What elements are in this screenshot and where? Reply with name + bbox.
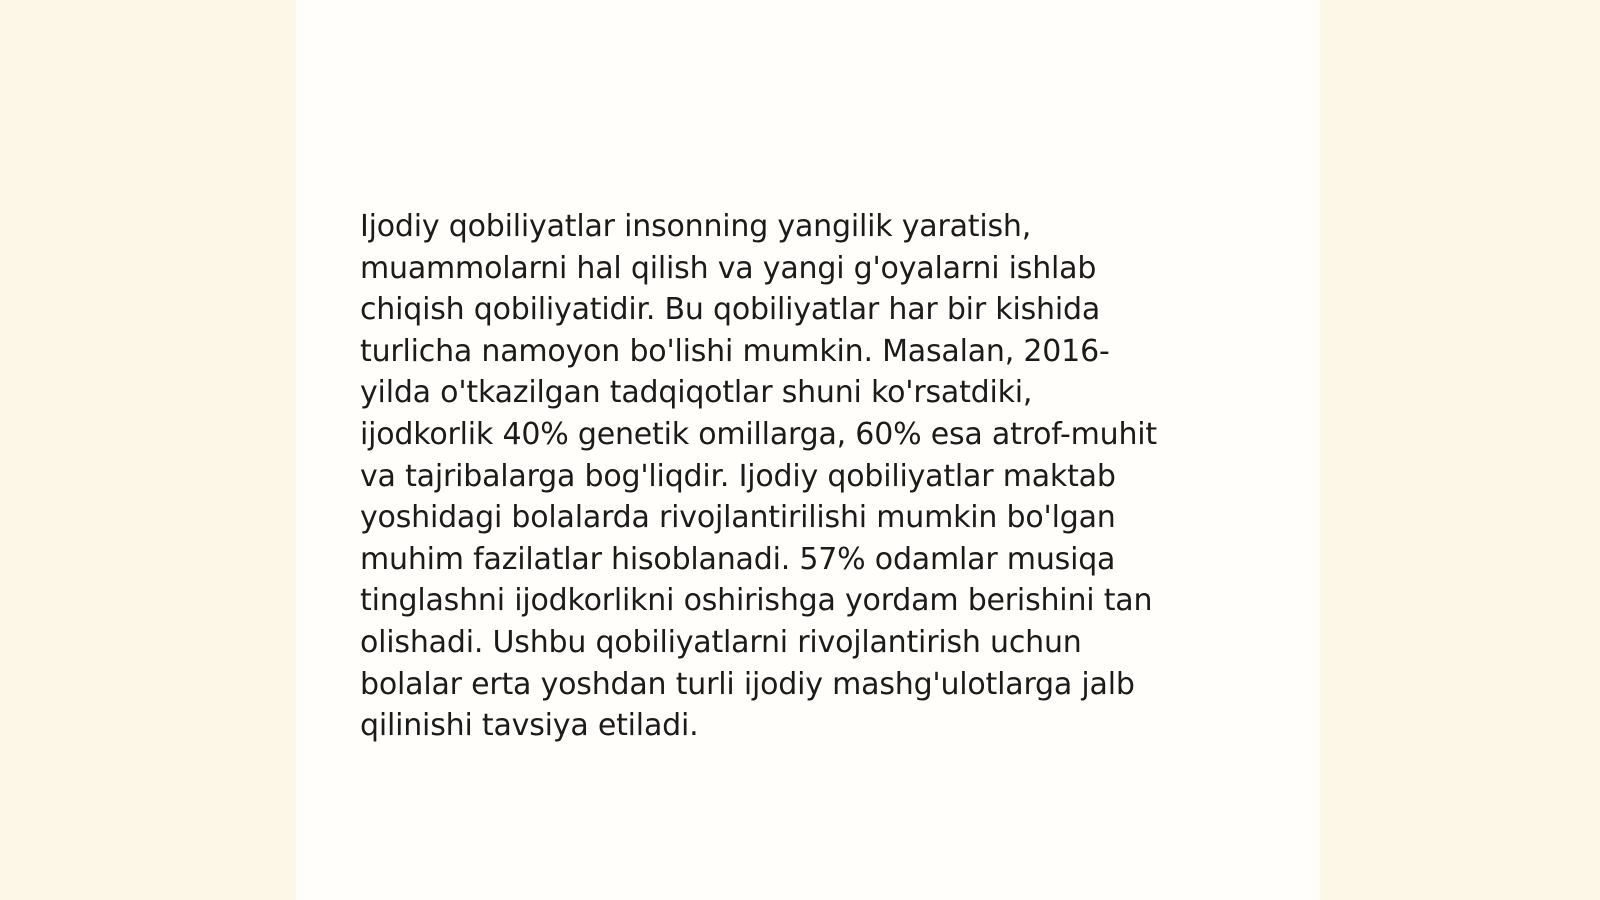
body-paragraph: Ijodiy qobiliyatlar insonning yangilik yaratish, muammolarni hal qilish va yangi g'oyalarni ishlab chiqish qobiliyatidir. Bu qobiliyatlar har bir kishida turlicha namoyon bo'lishi mumkin. Masalan, 2016- yilda o'tkazilgan tadqiqotlar shuni ko'rsatdiki, ijodkorlik 40% genetik omillarga, 60% esa atrof-muhit va tajribalarga bog'liqdir. Ijodiy qobiliyatlar maktab yoshidagi bolalarda rivojlantirilishi mumkin bo'lgan muhim fazilatlar hisoblanadi. 57% odamlar musiqa tinglashni ijodkorlikni oshirishga yordam berishini tan olishadi. Ushbu qobiliyatlarni rivojlantirish uchun bolalar erta yoshdan turli ijodiy mashg'ulotlarga jalb qilinishi tavsiya etiladi.	[360, 209, 1157, 744]
document-page	[296, 0, 1320, 900]
